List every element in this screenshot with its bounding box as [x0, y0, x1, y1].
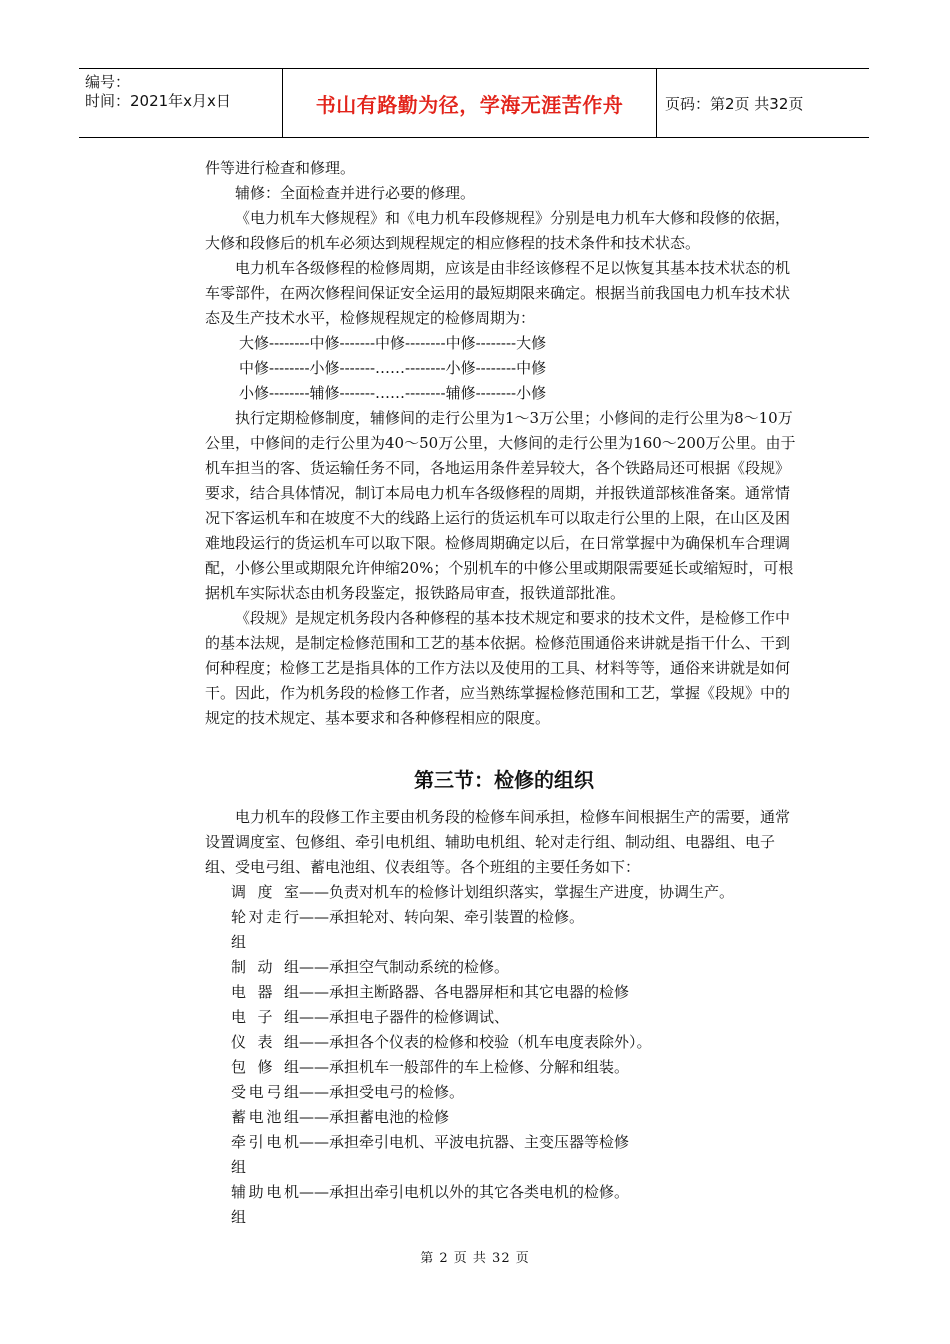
paragraph: 件等进行检查和修理。	[205, 159, 356, 177]
group-row	[205, 1080, 803, 1105]
page-header	[79, 68, 869, 138]
group-row	[205, 1180, 803, 1230]
paragraph: 《电力机车大修规程》和《电力机车段修规程》分别是电力机车大修和段修的依据，大修和段修后的机车必须达到规程规定的相应修程的技术条件和技术状态。	[205, 209, 791, 252]
group-row	[205, 880, 803, 905]
group-name: 仪表组	[231, 1033, 299, 1051]
group-duty: ——承担受电弓的检修。	[299, 1083, 465, 1101]
group-row	[205, 1130, 803, 1180]
group-duty: ——承担牵引电机、平波电抗器、主变压器等检修	[299, 1133, 630, 1151]
group-row	[205, 1005, 803, 1030]
paragraph: 执行定期检修制度，辅修间的走行公里为1～3万公里；小修间的走行公里为8～10万公里，中修间的走行公里为40～50万公里，大修间的走行公里为160～200万公里。由于机车担当的客、货运输任务不同，各地运用条件差异较大，各个铁路局还可根据《段规》要求，结合具体情况，制订本局电力机车各级修程的周期，并报铁道部核准备案。通常情况下客运机车和在坡度不大的线路上运行的货运机车可以取走行公里的上限，在山区及困难地段运行的货运机车可以取下限。检修周期确定以后，在日常掌握中为确保机车合理调配，小修公里或期限允许伸缩20%；个别机车的中修公里或期限需要延长或缩短时，可根据机车实际状态由机务段鉴定，报铁路局审查，报铁道部批准。	[205, 409, 796, 602]
group-name: 制动组	[231, 958, 299, 976]
group-duty: ——承担各个仪表的检修和校验（机车电度表除外）。	[299, 1033, 652, 1051]
cycle-line: 大修--------中修-------中修--------中修--------大修	[239, 334, 547, 352]
group-duty: ——负责对机车的检修计划组织落实，掌握生产进度，协调生产。	[299, 883, 735, 901]
group-duty: ——承担机车一般部件的车上检修、分解和组装。	[299, 1058, 630, 1076]
group-row	[205, 1030, 803, 1055]
cycle-line: 小修--------辅修-------……--------辅修--------小修	[239, 384, 547, 402]
number-label: 编号：	[85, 73, 131, 91]
paragraph: 辅修：全面检查并进行必要的修理。	[235, 184, 476, 202]
paragraph: 《段规》是规定机务段内各种修程的基本技术规定和要求的技术文件，是检修工作中的基本法规，是制定检修范围和工艺的基本依据。检修范围通俗来讲就是指干什么、干到何种程度；检修工艺是指具体的工作方法以及使用的工具、材料等等，通俗来讲就是如何干。因此，作为机务段的检修工作者，应当熟练掌握检修范围和工艺，掌握《段规》中的规定的技术规定、基本要求和各种修程相应的限度。	[205, 609, 791, 727]
group-duty: ——承担蓄电池的检修	[299, 1108, 450, 1126]
group-name: 电器组	[231, 983, 299, 1001]
time-label: 时间：2021年x月x日	[85, 92, 231, 110]
group-name: 蓄电池组	[231, 1108, 299, 1126]
group-name: 调度室	[231, 883, 299, 901]
group-name: 辅助电机组	[231, 1183, 299, 1226]
group-name: 牵引电机组	[231, 1133, 299, 1176]
group-name: 受电弓组	[231, 1083, 299, 1101]
page-info: 页码：第2页 共32页	[665, 94, 804, 113]
group-name: 电子组	[231, 1008, 299, 1026]
group-duty: ——承担电子器件的检修调试、	[299, 1008, 510, 1026]
group-row	[205, 955, 803, 980]
paragraph: 电力机车各级修程的检修周期，应该是由非经该修程不足以恢复其基本技术状态的机车零部件，在两次修程间保证安全运用的最短期限来确定。根据当前我国电力机车技术状态及生产技术水平，检修规程规定的检修周期为：	[205, 259, 791, 327]
header-left	[79, 69, 282, 137]
motto: 书山有路勤为径，学海无涯苦作舟	[282, 69, 657, 137]
group-row	[205, 905, 803, 955]
group-name: 轮对走行组	[231, 908, 299, 951]
group-duty: ——承担空气制动系统的检修。	[299, 958, 510, 976]
paragraph: 电力机车的段修工作主要由机务段的检修车间承担，检修车间根据生产的需要，通常设置调度室、包修组、牵引电机组、辅助电机组、轮对走行组、制动组、电器组、电子组、受电弓组、蓄电池组、仪表组等。各个班组的主要任务如下：	[205, 808, 791, 876]
group-row	[205, 980, 803, 1005]
group-name: 包修组	[231, 1058, 299, 1076]
group-duty: ——承担出牵引电机以外的其它各类电机的检修。	[299, 1183, 630, 1201]
group-row	[205, 1105, 803, 1130]
cycle-line: 中修--------小修-------……--------小修--------中修	[239, 359, 547, 377]
document-body	[205, 156, 803, 1230]
section-heading: 第三节：检修的组织	[414, 768, 594, 792]
group-duty: ——承担主断路器、各电器屏柜和其它电器的检修	[299, 983, 630, 1001]
group-duty: ——承担轮对、转向架、牵引装置的检修。	[299, 908, 585, 926]
group-row	[205, 1055, 803, 1080]
page-footer: 第 2 页 共 32 页	[420, 1251, 530, 1266]
